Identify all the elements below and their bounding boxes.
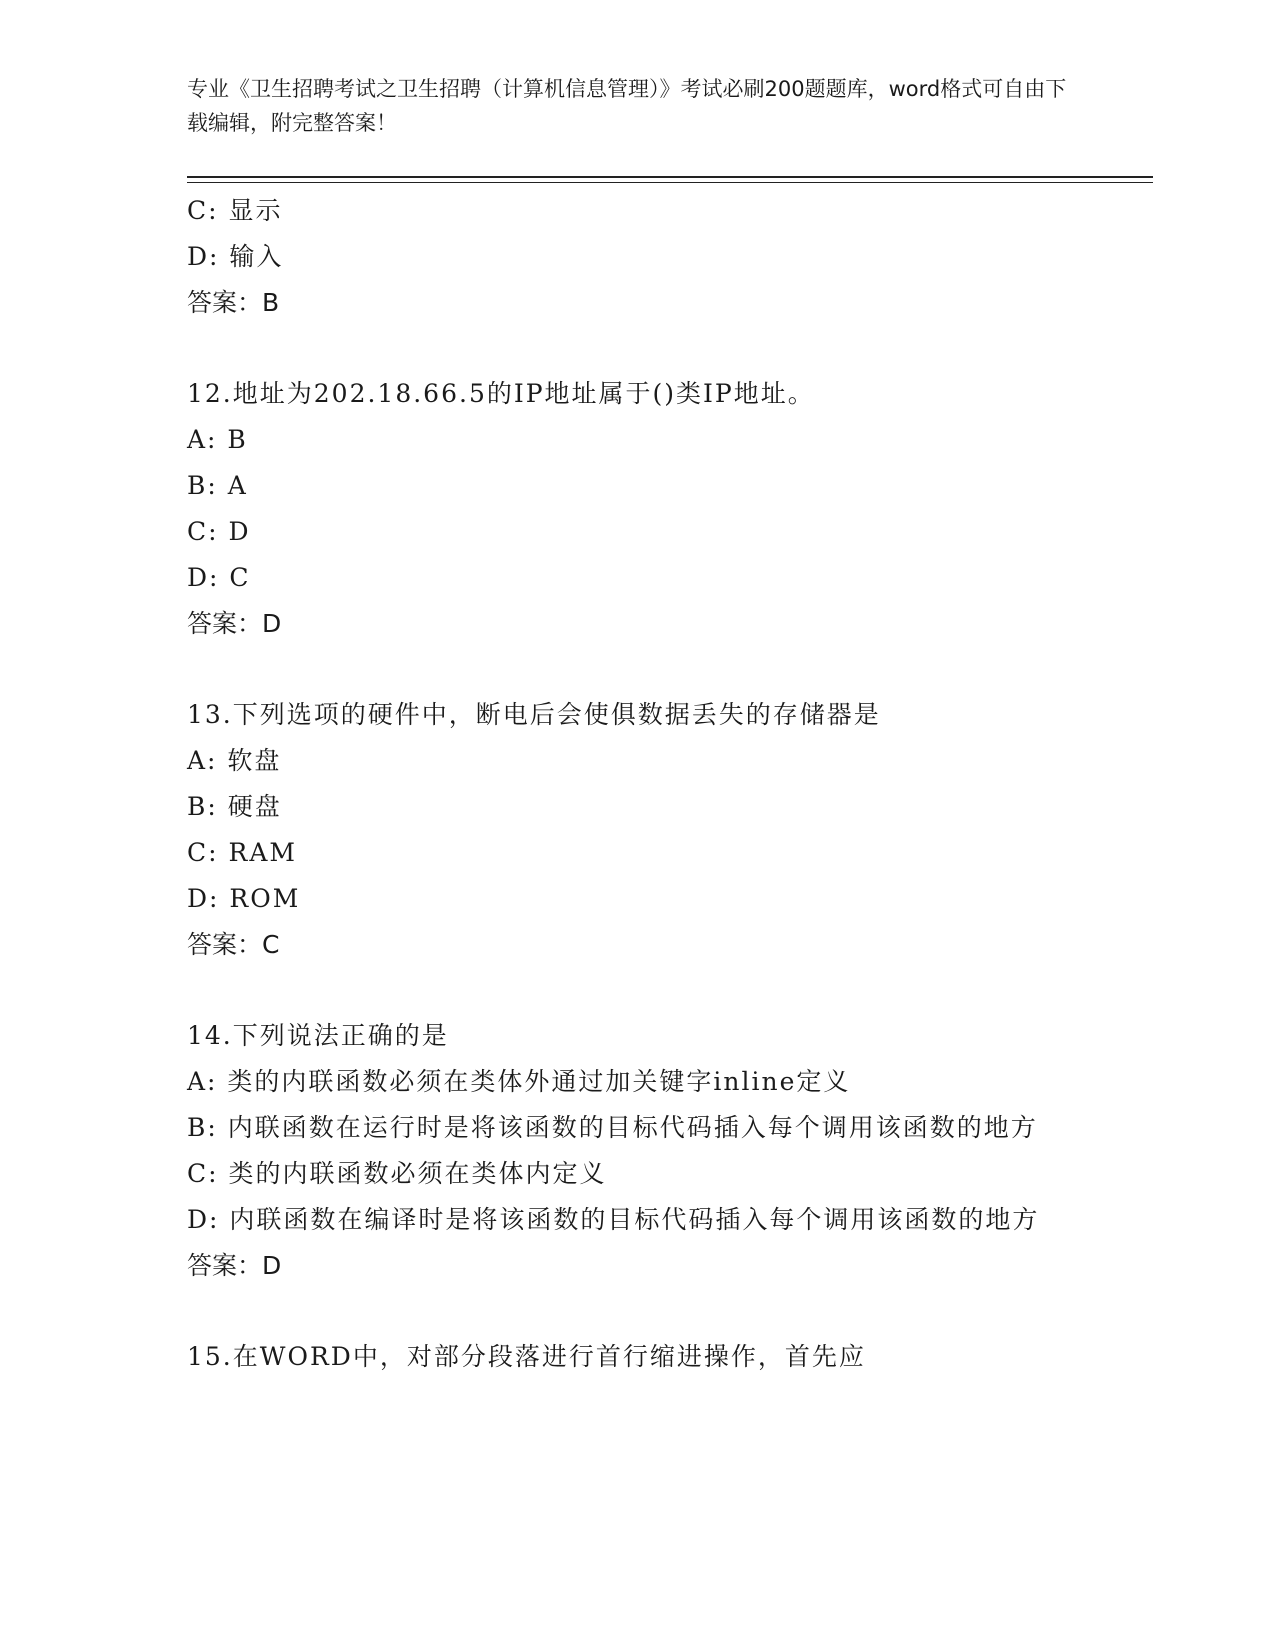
question-14	[187, 1013, 1087, 1289]
answer: 答案：B	[187, 288, 280, 317]
question-stem: 15.在WORD中，对部分段落进行首行缩进操作，首先应	[187, 1342, 866, 1371]
spacer	[187, 1289, 1087, 1334]
option-c: C: RAM	[187, 838, 297, 867]
answer: 答案：D	[187, 1251, 282, 1280]
header-rule-thin	[187, 182, 1153, 183]
document-header	[187, 72, 1087, 140]
header-rule-thick	[187, 176, 1153, 178]
question-list	[187, 188, 1087, 1380]
option-b: B: A	[187, 471, 248, 500]
question-partial	[187, 188, 1087, 326]
question-stem: 12.地址为202.18.66.5的IP地址属于()类IP地址。	[187, 379, 815, 408]
question-stem: 14.下列说法正确的是	[187, 1021, 449, 1050]
option-d: D: 内联函数在编译时是将该函数的目标代码插入每个调用该函数的地方	[187, 1205, 1040, 1234]
option-a: A: 类的内联函数必须在类体外通过加关键字inline定义	[187, 1067, 851, 1096]
option-c: C: D	[187, 517, 251, 546]
question-13	[187, 692, 1087, 968]
option-d: D: 输入	[187, 242, 284, 271]
spacer	[187, 647, 1087, 692]
option-d: D: C	[187, 563, 251, 592]
option-a: A: B	[187, 425, 248, 454]
question-15	[187, 1334, 1087, 1380]
option-c: C: 显示	[187, 196, 283, 225]
answer: 答案：D	[187, 609, 282, 638]
spacer	[187, 968, 1087, 1013]
option-c: C: 类的内联函数必须在类体内定义	[187, 1159, 607, 1188]
spacer	[187, 326, 1087, 371]
option-b: B: 硬盘	[187, 792, 282, 821]
answer: 答案：C	[187, 930, 280, 959]
option-a: A: 软盘	[187, 746, 282, 775]
header-text: 专业《卫生招聘考试之卫生招聘（计算机信息管理）》考试必刷200题题库，word格式可自由下载编辑，附完整答案！	[187, 77, 1067, 135]
option-b: B: 内联函数在运行时是将该函数的目标代码插入每个调用该函数的地方	[187, 1113, 1038, 1142]
option-d: D: ROM	[187, 884, 301, 913]
question-stem: 13.下列选项的硬件中，断电后会使俱数据丢失的存储器是	[187, 700, 881, 729]
question-12	[187, 371, 1087, 647]
